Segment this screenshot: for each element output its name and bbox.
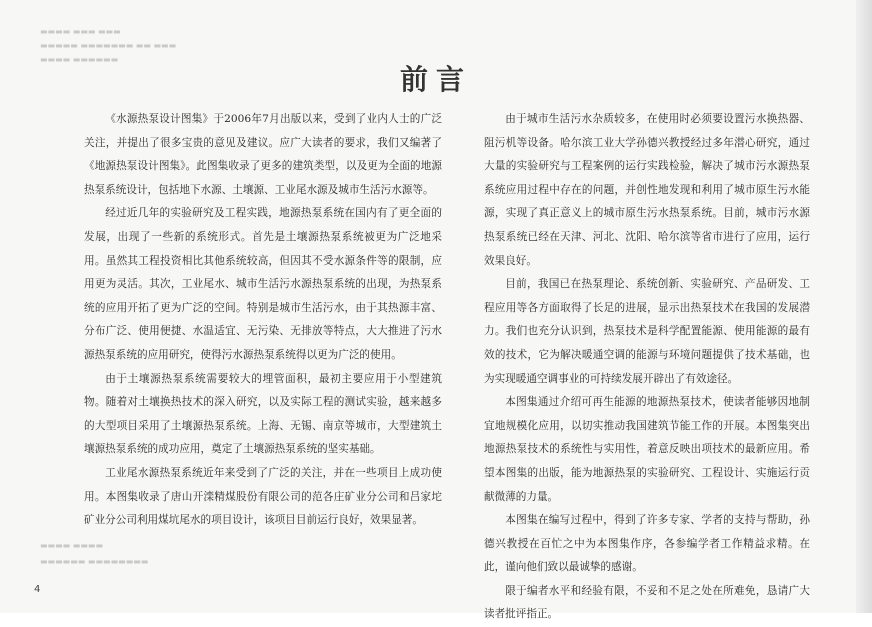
paragraph: 目前，我国已在热泵理论、系统创新、实验研究、产品研发、工程应用等各方面取得了长足的进展，显示出热泵技术在我国的发展潜力。我们也充分认识到，热泵技术是科学配置能源、使用能源的最有效的技术，它为解决暖通空调的能源与环境问题提供了技术基础，也为实现暖通空调事业的可持续发展开辟出了有效途径。 [484, 278, 810, 385]
paragraph: 《水源热泵设计图集》于2006年7月出版以来，受到了业内人士的广泛关注，并提出了很多宝贵的意见及建议。应广大读者的要求，我们又编著了《地源热泵设计图集》。此图集收录了更多的建筑类型，以及更为全面的地源热泵系统设计，包括地下水源、土壤源、工业尾水源及城市生活污水源等。 [84, 113, 442, 196]
bleed-through-text: ▬▬▬▬ ▬▬▬ ▬▬▬ [40, 27, 121, 36]
paragraph: 本图集通过介绍可再生能源的地源热泵技术，使读者能够因地制宜地规模化应用，以切实推动我国建筑节能工作的开展。本图集突出地源热泵技术的系统性与实用性，着意反映出项技术的最新应用。希望本图集的出版，能为地源热泵的实验研究、工程设计、实施运行贡献微薄的力量。 [484, 396, 810, 503]
right-column [484, 108, 810, 627]
paragraph: 由于土壤源热泵系统需要较大的埋管面积，最初主要应用于小型建筑物。随着对土壤换热技术的深入研究，以及实际工程的测试实验，越来越多的大型项目采用了土壤源热泵系统。上海、无锡、南京等城市，大型建筑土壤源热泵系统的成功应用，奠定了土壤源热泵系统的坚实基础。 [84, 372, 442, 456]
page-number: 4 [34, 584, 41, 595]
bleed-through-text: ▬▬▬▬ ▬▬▬▬▬▬ [40, 55, 119, 64]
page-title: 前言 [399, 63, 472, 96]
bleed-through-text: ▬▬▬▬▬ ▬▬▬▬▬▬▬ ▬▬ ▬▬▬ [40, 41, 177, 50]
page-edge [856, 0, 872, 613]
paragraph: 经过近几年的实验研究及工程实践，地源热泵系统在国内有了更全面的发展，出现了一些新的系统形式。首先是土壤源热泵系统被更为广泛地采用。虽然其工程投资相比其他系统较高，但因其不受水源条件等的限制，应用更为灵活。其次，工业尾水、城市生活污水源热泵系统的出现，为热泵系统的应用开拓了更为广泛的空间。特别是城市生活污水，由于其热源丰富、分布广泛、使用便捷、水温适宜、无污染、无排放等特点，大大推进了污水源热泵系统的应用研究，使得污水源热泵系统得以更为广泛的使用。 [84, 207, 442, 361]
paragraph: 本图集在编写过程中，得到了许多专家、学者的支持与帮助，孙德兴教授在百忙之中为本图集作序，各参编学者工作精益求精。在此，谨向他们致以最诚挚的感谢。 [484, 514, 810, 574]
paragraph: 限于编者水平和经验有限，不妥和不足之处在所难免，恳请广大读者批评指正。 [484, 584, 810, 621]
paragraph: 工业尾水源热泵系统近年来受到了广泛的关注，并在一些项目上成功使用。本图集收录了唐山开滦精煤股份有限公司的范各庄矿业分公司和吕家坨矿业分公司利用煤坑尾水的项目设计，该项目目前运行良好，效果显著。 [84, 466, 442, 527]
left-column [84, 108, 442, 533]
paragraph: 由于城市生活污水杂质较多，在使用时必须要设置污水换热器、阻污机等设备。哈尔滨工业大学孙德兴教授经过多年潜心研究，通过大量的实验研究与工程案例的运行实践检验，解决了城市污水源热泵系统应用过程中存在的问题，并创性地发现和利用了城市原生污水能源，实现了真正意义上的城市原生污水热泵系统。目前，城市污水源热泵系统已经在天津、河北、沈阳、哈尔滨等省市进行了应用，运行效果良好。 [484, 113, 810, 267]
bleed-through-text: ▬▬▬▬ ▬▬▬▬ [40, 541, 104, 550]
bleed-through-text: ▬▬▬▬▬▬ ▬▬▬▬▬▬▬▬ [40, 557, 149, 566]
